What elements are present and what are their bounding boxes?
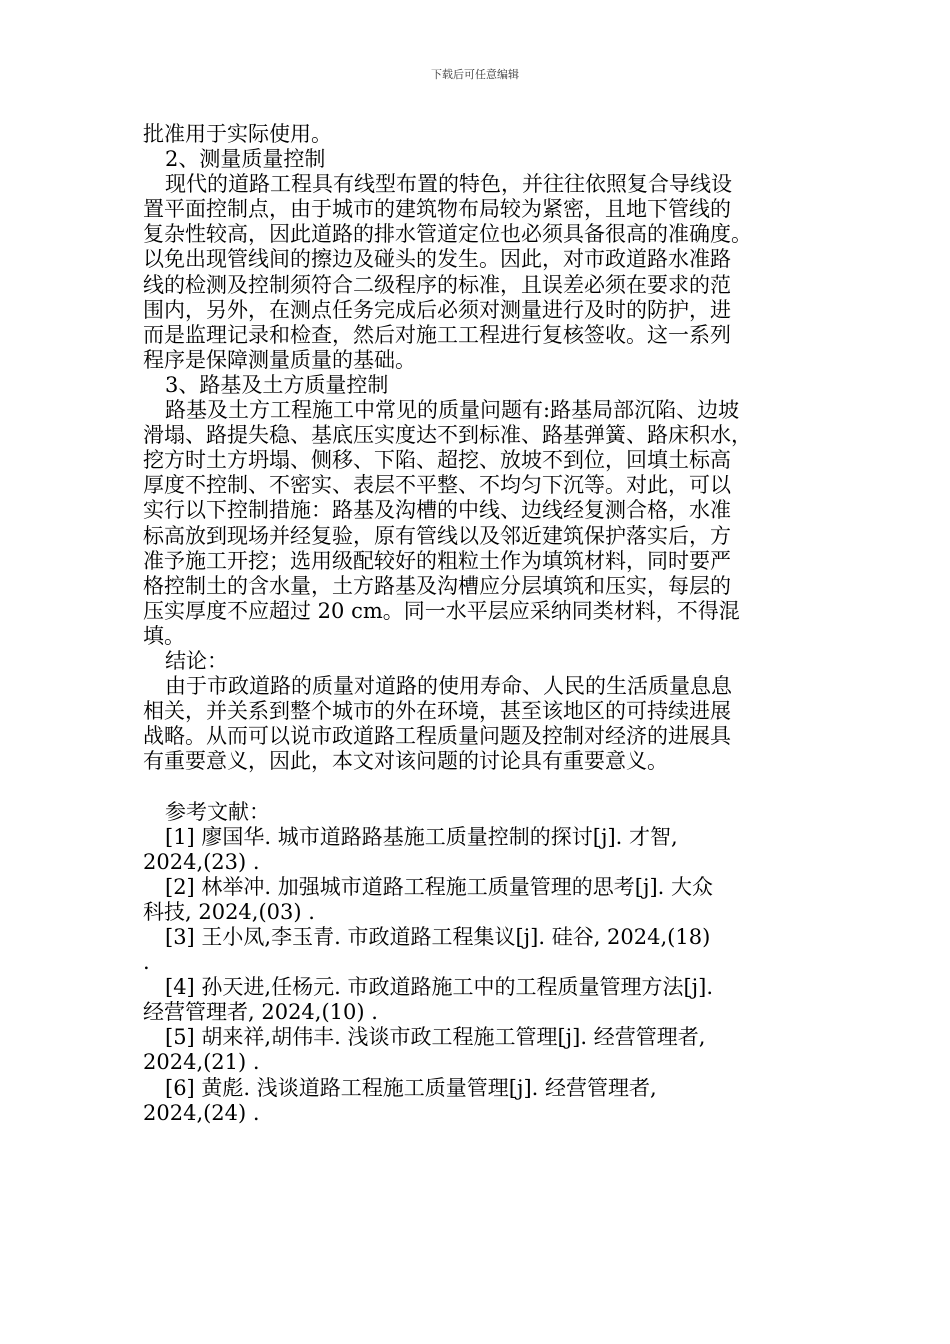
text-line: 准予施工开挖；选用级配较好的粗粒土作为填筑材料，同时要严 [143,548,731,573]
text-line: 战略。从而可以说市政道路工程质量问题及控制对经济的进展具 [143,724,731,749]
text-line: [1] 廖国华. 城市道路路基施工质量控制的探讨[j]. 才智, [165,824,678,849]
text-line: 压实厚度不应超过 20 cm。同一水平层应采纳同类材料，不得混 [143,598,740,623]
text-line: 2、测量质量控制 [165,147,326,172]
text-line: 2024,(21) . [143,1050,260,1075]
text-line: 填。 [143,623,185,648]
text-line: [5] 胡来祥,胡伟丰. 浅谈市政工程施工管理[j]. 经营管理者, [165,1025,706,1050]
text-line: 由于市政道路的质量对道路的使用寿命、人民的生活质量息息 [165,674,732,699]
text-line: 相关，并关系到整个城市的外在环境，甚至该地区的可持续进展 [143,699,731,724]
text-line: 而是监理记录和检查，然后对施工工程进行复核签收。这一系列 [143,322,731,347]
text-line: [4] 孙天进,任杨元. 市政道路施工中的工程质量管理方法[j]. [165,975,714,1000]
text-line: [2] 林举冲. 加强城市道路工程施工质量管理的思考[j]. 大众 [165,874,714,899]
text-line: 程序是保障测量质量的基础。 [143,347,416,372]
text-line: 现代的道路工程具有线型布置的特色，并往往依照复合导线设 [165,172,732,197]
text-line: 线的检测及控制须符合二级程序的标准，且误差必须在要求的范 [143,272,731,297]
text-line: 结论： [165,648,228,673]
text-line: 格控制土的含水量，土方路基及沟槽应分层填筑和压实，每层的 [143,573,731,598]
text-line: 3、路基及土方质量控制 [165,372,389,397]
text-line: 厚度不控制、不密实、表层不平整、不均匀下沉等。对此，可以 [143,473,731,498]
text-line: 复杂性较高，因此道路的排水管道定位也必须具备很高的准确度。 [143,222,752,247]
page-header: 下载后可任意编辑 [431,68,519,81]
text-line: 2024,(24) . [143,1100,260,1125]
text-line: [6] 黄彪. 浅谈道路工程施工质量管理[j]. 经营管理者, [165,1075,657,1100]
text-line: . [143,950,150,975]
text-line: 有重要意义，因此，本文对该问题的讨论具有重要意义。 [143,749,668,774]
blank-line [143,774,793,799]
text-line: 参考文献： [165,799,270,824]
text-line: 以免出现管线间的擦边及碰头的发生。因此，对市政道路水准路 [143,247,731,272]
text-line: 路基及土方工程施工中常见的质量问题有:路基局部沉陷、边坡 [165,398,740,423]
text-line: 实行以下控制措施：路基及沟槽的中线、边线经复测合格，水准 [143,498,731,523]
text-line: 置平面控制点，由于城市的建筑物布局较为紧密，且地下管线的 [143,197,731,222]
text-line: 标高放到现场并经复验，原有管线以及邻近建筑保护落实后，方 [143,523,731,548]
text-line: 经营管理者, 2024,(10) . [143,1000,378,1025]
text-line: 批准用于实际使用。 [143,122,332,146]
text-line: 挖方时土方坍塌、侧移、下陷、超挖、放坡不到位，回填土标高 [143,448,731,473]
text-line: 围内，另外，在测点任务完成后必须对测量进行及时的防护，进 [143,297,731,322]
text-line: 科技, 2024,(03) . [143,899,315,924]
document-body [143,122,793,1126]
text-line: 2024,(23) . [143,849,260,874]
text-line: 滑塌、路提失稳、基底压实度达不到标准、路基弹簧、路床积水， [143,423,752,448]
text-line: [3] 王小凤,李玉青. 市政道路工程集议[j]. 硅谷, 2024,(18) [165,925,711,949]
